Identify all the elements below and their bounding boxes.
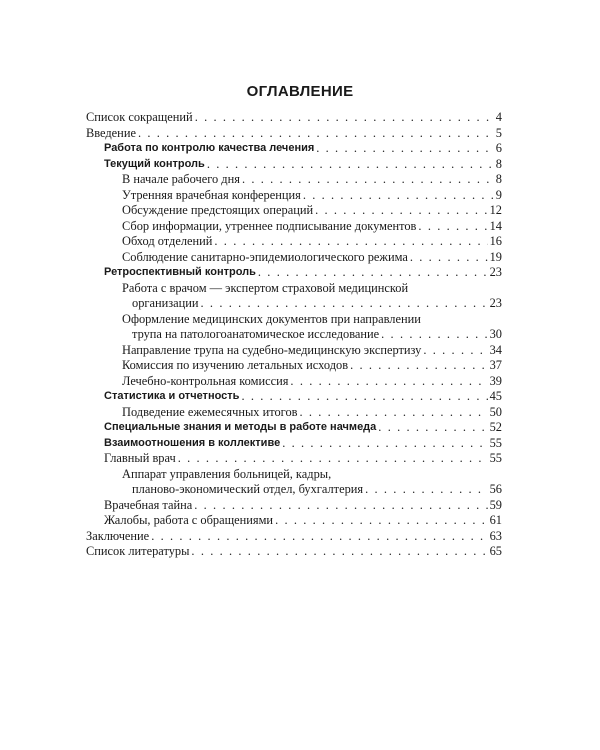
dot-leader: [381, 327, 487, 343]
toc-page-number: 5: [495, 125, 502, 140]
toc-entry-label: Обсуждение предстоящих операций: [122, 203, 314, 217]
toc-entry-sanitary-regime[interactable]: [86, 250, 502, 266]
dot-leader: [282, 436, 487, 452]
toc-entry-pathology-line1: Оформление медицинских документов при направлении: [122, 311, 421, 326]
toc-entry-label: Статистика и отчетность: [104, 390, 240, 402]
page-title: ОГЛАВЛЕНИЕ: [246, 83, 354, 100]
toc-entry-quality-control[interactable]: [86, 141, 502, 157]
toc-entry-label: Комиссия по изучению летальных исходов: [122, 358, 349, 372]
toc-page-number: 56: [489, 482, 502, 496]
dot-leader: [242, 172, 494, 188]
toc-entry-admin-line1: Аппарат управления больницей, кадры,: [122, 466, 332, 481]
toc-entry-lethal-outcomes[interactable]: [86, 358, 502, 374]
toc-entry-label: В начале рабочего дня: [122, 172, 240, 186]
toc-page-number: 19: [489, 249, 502, 264]
dot-leader: [258, 265, 488, 281]
toc-entry-label: Сбор информации, утреннее подписывание документов: [122, 218, 417, 233]
toc-entry-label: Текущий контроль: [104, 157, 205, 170]
toc-entry-expert-line1: Работа с врачом — экспертом страховой медицинской: [122, 280, 409, 295]
toc-entry-label: Заключение: [86, 528, 150, 543]
toc-entry-abbreviations[interactable]: [86, 110, 502, 126]
toc-entry-label: Подведение ежемесячных итогов: [122, 404, 298, 419]
toc-page-number: 45: [489, 389, 502, 403]
toc-entry-control-commission[interactable]: [86, 374, 502, 390]
toc-entry-label: Взаимоотношения в коллективе: [104, 436, 281, 449]
toc-entry-team-relations[interactable]: [86, 436, 502, 452]
table-of-contents: [86, 110, 502, 560]
toc-entry-morning-conference[interactable]: [86, 188, 502, 204]
toc-page-number: 12: [489, 203, 502, 217]
toc-entry-chief-doctor[interactable]: [86, 451, 502, 467]
dot-leader: [423, 343, 487, 359]
toc-entry-label: Направление трупа на судебно-медицинскую экспертизу: [122, 342, 422, 357]
dot-leader: [194, 498, 487, 514]
toc-page-number: 30: [489, 327, 502, 341]
toc-entry-retrospective-control[interactable]: [86, 265, 502, 281]
toc-page-number: 16: [489, 234, 502, 248]
toc-page-number: 55: [489, 451, 502, 465]
toc-entry-label: Работа по контролю качества лечения: [104, 142, 315, 154]
toc-entry-literature[interactable]: [86, 544, 502, 560]
toc-page-number: 39: [489, 373, 502, 388]
toc-entry-conclusion[interactable]: [86, 529, 502, 545]
dot-leader: [316, 141, 494, 157]
toc-page-number: 9: [495, 187, 502, 202]
dot-leader: [214, 234, 487, 250]
toc-entry-administration[interactable]: [86, 482, 502, 498]
dot-leader: [290, 374, 487, 390]
toc-page-number: 63: [489, 528, 502, 543]
toc-entry-forensic-exam[interactable]: [86, 343, 502, 359]
toc-entry-label: организации: [132, 296, 199, 310]
toc-entry-workday-start[interactable]: [86, 172, 502, 188]
toc-entry-info-gathering[interactable]: [86, 219, 502, 235]
dot-leader: [138, 126, 494, 142]
toc-page-number: 8: [495, 172, 502, 186]
dot-leader: [207, 157, 494, 173]
toc-entry-label: Специальные знания и методы в работе начмеда: [104, 421, 377, 433]
toc-entry-label: Введение: [86, 125, 136, 140]
toc-entry-label: Жалобы, работа с обращениями: [104, 513, 274, 527]
toc-entry-insurance-expert[interactable]: [86, 296, 502, 312]
dot-leader: [241, 389, 487, 405]
toc-entry-complaints[interactable]: [86, 513, 502, 529]
toc-page-number: 61: [489, 513, 502, 527]
toc-entry-label: Список литературы: [86, 544, 190, 558]
toc-entry-label: Соблюдение санитарно-эпидемиологического режима: [122, 249, 408, 264]
dot-leader: [275, 513, 488, 529]
toc-page-number: 59: [489, 497, 502, 512]
dot-leader: [191, 544, 487, 560]
toc-page-number: 4: [495, 110, 502, 124]
toc-entry-label: Лечебно-контрольная комиссия: [122, 373, 289, 388]
toc-entry-introduction[interactable]: [86, 126, 502, 142]
toc-entry-medical-secrecy[interactable]: [86, 498, 502, 514]
toc-entry-monthly-results[interactable]: [86, 405, 502, 421]
toc-entry-label: Ретроспективный контроль: [104, 266, 256, 278]
toc-entry-label: Утренняя врачебная конференция: [122, 187, 301, 202]
toc-entry-ward-rounds[interactable]: [86, 234, 502, 250]
toc-page-number: 8: [495, 156, 502, 171]
toc-page-number: 55: [489, 435, 502, 450]
toc-page-number: 37: [489, 358, 502, 372]
toc-page-number: 23: [489, 265, 502, 279]
toc-page-number: 34: [489, 342, 502, 357]
toc-entry-operations[interactable]: [86, 203, 502, 219]
dot-leader: [418, 219, 487, 235]
toc-entry-label: Обход отделений: [122, 234, 213, 248]
toc-page-number: 50: [489, 404, 502, 419]
dot-leader: [350, 358, 488, 374]
dot-leader: [300, 405, 488, 421]
dot-leader: [365, 482, 487, 498]
dot-leader: [378, 420, 487, 436]
dot-leader: [315, 203, 488, 219]
toc-page-number: 52: [489, 420, 502, 434]
toc-page-number: 23: [489, 296, 502, 310]
toc-entry-label: Список сокращений: [86, 110, 193, 124]
toc-entry-label: Главный врач: [104, 451, 176, 465]
toc-page-number: 14: [489, 218, 502, 233]
dot-leader: [178, 451, 488, 467]
toc-entry-label: трупа на патологоанатомическое исследование: [132, 327, 380, 341]
dot-leader: [151, 529, 487, 545]
toc-entry-label: Врачебная тайна: [104, 497, 193, 512]
dot-leader: [201, 296, 488, 312]
toc-entry-current-control[interactable]: [86, 157, 502, 173]
toc-entry-special-knowledge[interactable]: [86, 420, 502, 436]
toc-entry-label: планово-экономический отдел, бухгалтерия: [132, 482, 364, 496]
toc-entry-pathology-docs[interactable]: [86, 327, 502, 343]
dot-leader: [410, 250, 488, 266]
toc-page-number: 6: [495, 141, 502, 155]
toc-page-number: 65: [489, 544, 502, 558]
dot-leader: [195, 110, 494, 126]
toc-entry-statistics[interactable]: [86, 389, 502, 405]
dot-leader: [303, 188, 494, 204]
